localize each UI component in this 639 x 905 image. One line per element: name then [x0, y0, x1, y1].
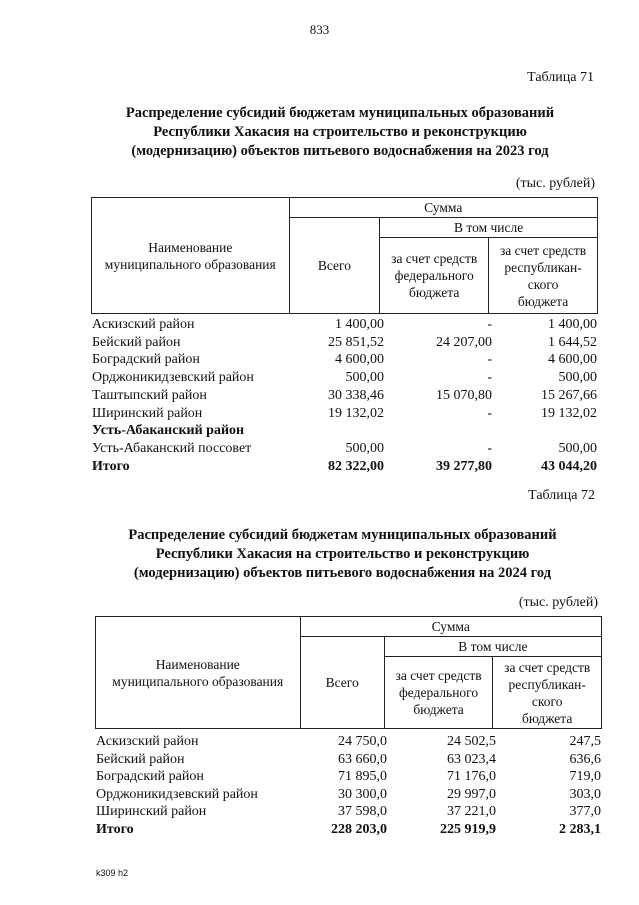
header-total: Всего	[300, 637, 384, 729]
cell-name: Бейский район	[92, 334, 181, 350]
header-republic	[489, 238, 598, 314]
header-name-col	[96, 617, 301, 729]
header-total: Всего	[289, 218, 380, 314]
cell-name: Итого	[96, 821, 134, 837]
cell-total: 24 750,0	[338, 734, 387, 749]
cell-republic: 43 044,20	[541, 458, 597, 474]
table-row	[92, 369, 599, 386]
cell-republic: 303,0	[569, 786, 601, 802]
cell-federal: 24 502,5	[447, 734, 496, 749]
cell-total: 37 598,0	[338, 804, 387, 819]
table-71-label: Таблица 71	[527, 70, 594, 85]
cell-republic: 1 400,00	[548, 317, 597, 332]
cell-name: Боградский район	[92, 352, 200, 368]
header-text: федерального	[399, 685, 479, 700]
cell-federal: 225 919,9	[440, 821, 496, 837]
cell-total: 19 132,02	[328, 405, 384, 421]
cell-federal: 29 997,0	[447, 786, 496, 802]
cell-name: Бейский район	[96, 751, 185, 767]
cell-republic: 377,0	[569, 804, 601, 819]
header-republic	[493, 657, 602, 729]
title-line: Распределение субсидий бюджетам муниципальных образований	[128, 527, 557, 543]
table-row	[92, 316, 599, 333]
header-text: республикан-	[508, 676, 586, 692]
cell-republic: 2 283,1	[559, 821, 601, 837]
cell-name: Таштыпский район	[92, 387, 207, 403]
header-text: муниципального образования	[112, 673, 284, 689]
cell-total: 500,00	[345, 440, 384, 456]
cell-federal: 71 176,0	[447, 769, 496, 784]
cell-total: 30 300,0	[338, 786, 387, 802]
table-row	[92, 458, 599, 475]
cell-republic: 500,00	[558, 370, 597, 386]
header-text: ского	[531, 693, 563, 709]
header-text: бюджета	[413, 702, 464, 717]
cell-total: 4 600,00	[335, 352, 384, 368]
table-row	[96, 803, 603, 820]
header-incl: В том числе	[384, 637, 601, 657]
header-text: бюджета	[522, 710, 573, 726]
table-row	[92, 440, 599, 457]
table-row	[92, 405, 599, 422]
cell-name: Орджоникидзевский район	[92, 370, 254, 386]
cell-total: 71 895,0	[338, 769, 387, 784]
cell-total: 82 322,00	[328, 458, 384, 474]
cell-total: 228 203,0	[331, 821, 387, 837]
cell-federal: 24 207,00	[436, 334, 492, 350]
header-text: бюджета	[517, 293, 569, 309]
cell-federal: 37 221,0	[447, 804, 496, 819]
cell-name: Итого	[92, 458, 130, 474]
header-sum: Сумма	[289, 198, 597, 218]
cell-name: Аскизский район	[96, 734, 199, 749]
cell-federal: 15 070,80	[436, 387, 492, 403]
table-row	[96, 821, 603, 838]
cell-name: Ширинский район	[92, 405, 203, 421]
header-federal	[384, 657, 493, 729]
header-text: муниципального образования	[104, 256, 276, 272]
cell-name: Усть-Абаканский поссовет	[92, 440, 252, 456]
cell-name: Аскизский район	[92, 317, 195, 332]
header-federal	[380, 238, 489, 314]
table-71-header	[91, 197, 598, 314]
cell-total: 30 338,46	[328, 387, 384, 403]
cell-federal: -	[487, 370, 492, 386]
table-row	[92, 387, 599, 404]
cell-total: 1 400,00	[335, 317, 384, 332]
cell-republic: 500,00	[558, 440, 597, 456]
table-row	[92, 334, 599, 351]
table-71-title	[60, 104, 620, 161]
cell-republic: 19 132,02	[541, 405, 597, 421]
table-row	[96, 768, 603, 785]
header-sum: Сумма	[300, 617, 602, 637]
header-text: республикан-	[504, 259, 582, 275]
header-text: федерального	[394, 268, 474, 283]
header-incl: В том числе	[380, 218, 598, 238]
cell-republic: 719,0	[569, 769, 601, 784]
table-72-label: Таблица 72	[528, 488, 595, 503]
page-number: 833	[309, 22, 330, 37]
header-text: за счет средств	[499, 242, 587, 258]
header-text: ского	[527, 276, 559, 292]
table-72-header	[95, 616, 602, 729]
title-line: (модернизацию) объектов питьевого водоснабжения на 2023 год	[131, 143, 549, 159]
header-text: Наименование	[148, 239, 233, 255]
cell-republic: 247,5	[569, 734, 601, 749]
title-line: Распределение субсидий бюджетам муниципальных образований	[125, 105, 555, 121]
header-text: бюджета	[409, 285, 460, 300]
table-72-title	[60, 526, 625, 583]
cell-name: Боградский район	[96, 769, 204, 784]
table-row	[96, 751, 603, 768]
table-row	[92, 351, 599, 368]
cell-name: Орджоникидзевский район	[96, 786, 258, 802]
header-name-col	[92, 198, 290, 314]
title-line: Республики Хакасия на строительство и реконструкцию	[155, 546, 530, 562]
cell-name: Ширинский район	[96, 804, 207, 819]
footer-code: k309 h2	[96, 868, 129, 878]
table-row	[92, 422, 599, 439]
table-row	[96, 733, 603, 750]
cell-total: 500,00	[345, 370, 384, 386]
header-text: за счет средств	[391, 251, 478, 266]
cell-republic: 1 644,52	[548, 334, 597, 350]
header-text: Наименование	[155, 656, 240, 672]
header-text: за счет средств	[504, 659, 591, 675]
cell-republic: 15 267,66	[541, 387, 597, 403]
cell-federal: -	[487, 352, 492, 368]
table-row	[96, 786, 603, 803]
cell-republic: 4 600,00	[548, 352, 597, 368]
cell-federal: 39 277,80	[436, 458, 492, 474]
cell-total: 25 851,52	[328, 334, 384, 350]
header-text: за счет средств	[395, 668, 482, 683]
cell-total: 63 660,0	[338, 751, 387, 767]
cell-federal: -	[487, 440, 492, 456]
table-72-units: (тыс. рублей)	[518, 595, 598, 610]
cell-federal: -	[487, 317, 492, 332]
cell-name: Усть-Абаканский район	[92, 423, 245, 439]
cell-federal: 63 023,4	[447, 751, 496, 767]
title-line: Республики Хакасия на строительство и реконструкцию	[153, 124, 527, 140]
title-line: (модернизацию) объектов питьевого водоснабжения на 2024 год	[133, 565, 552, 581]
cell-federal: -	[487, 405, 492, 421]
cell-republic: 636,6	[569, 751, 601, 767]
table-71-units: (тыс. рублей)	[515, 176, 595, 191]
